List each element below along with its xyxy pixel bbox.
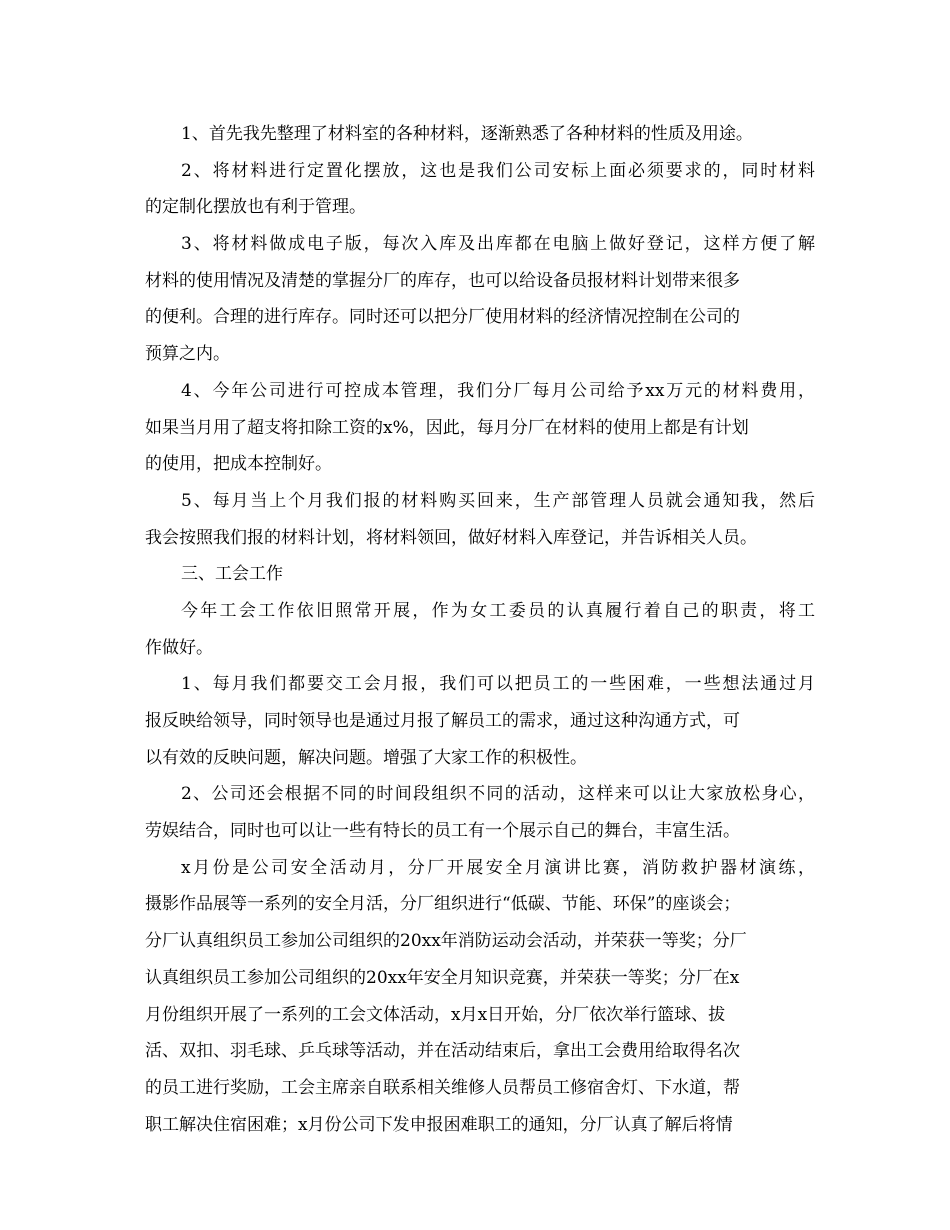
text-line: 3、将材料做成电子版，每次入库及出库都在电脑上做好登记，这样方便了解 <box>181 234 815 255</box>
text-line: 2、将材料进行定置化摆放，这也是我们公司安标上面必须要求的，同时材料 <box>181 160 815 181</box>
text-line: 摄影作品展等一系列的安全月活，分厂组织进行“低碳、节能、环保”的座谈会； <box>145 894 741 915</box>
text-line: 的使用，把成本控制好。 <box>145 454 332 475</box>
text-line: 2、公司还会根据不同的时间段组织不同的活动，这样来可以让大家放松身心， <box>181 784 815 805</box>
text-line: 劳娱结合，同时也可以让一些有特长的员工有一个展示自己的舞台，丰富生活。 <box>145 821 740 842</box>
text-line: 的员工进行奖励，工会主席亲自联系相关维修人员帮员工修宿舍灯、下水道，帮 <box>145 1077 740 1098</box>
text-line: 我会按照我们报的材料计划，将材料领回，做好材料入库登记，并告诉相关人员。 <box>145 527 757 548</box>
text-line: 1、每月我们都要交工会月报，我们可以把员工的一些困难，一些想法通过月 <box>181 674 815 695</box>
text-line: 的定制化摆放也有利于管理。 <box>145 197 366 218</box>
document-body <box>145 116 815 1143</box>
text-line: 认真组织员工参加公司组织的20xx年安全月知识竞赛，并荣获一等奖；分厂在x <box>145 967 740 988</box>
text-line: 5、每月当上个月我们报的材料购买回来，生产部管理人员就会通知我，然后 <box>181 490 815 511</box>
text-line: 报反映给领导，同时领导也是通过月报了解员工的需求，通过这种沟通方式，可 <box>145 711 740 731</box>
text-line: 预算之内。 <box>145 344 230 365</box>
text-line: 职工解决住宿困难；x月份公司下发申报困难职工的通知，分厂认真了解后将情 <box>145 1114 733 1135</box>
text-line: 以有效的反映问题，解决问题。增强了大家工作的积极性。 <box>145 747 587 768</box>
text-line: 活、双扣、羽毛球、乒乓球等活动，并在活动结束后，拿出工会费用给取得名次 <box>145 1041 740 1062</box>
text-line: 月份组织开展了一系列的工会文体活动，x月x日开始，分厂依次举行篮球、拔 <box>145 1004 726 1025</box>
text-line: 三、工会工作 <box>181 564 283 585</box>
text-line: x月份是公司安全活动月，分厂开展安全月演讲比赛，消防救护器材演练， <box>181 857 815 878</box>
text-line: 作做好。 <box>145 637 213 658</box>
text-line: 1、首先我先整理了材料室的各种材料，逐渐熟悉了各种材料的性质及用途。 <box>181 124 753 144</box>
text-line: 分厂认真组织员工参加公司组织的20xx年消防运动会活动，并荣获一等奖；分厂 <box>145 931 747 952</box>
text-line: 今年工会工作依旧照常开展，作为女工委员的认真履行着自己的职责，将工 <box>181 600 815 621</box>
text-line: 的便利。合理的进行库存。同时还可以把分厂使用材料的经济情况控制在公司的 <box>145 307 740 328</box>
text-line: 4、今年公司进行可控成本管理，我们分厂每月公司给予xx万元的材料费用， <box>181 380 815 401</box>
text-line: 如果当月用了超支将扣除工资的x%，因此，每月分厂在材料的使用上都是有计划 <box>145 417 749 438</box>
text-line: 材料的使用情况及清楚的掌握分厂的库存，也可以给设备员报材料计划带来很多 <box>145 270 740 291</box>
